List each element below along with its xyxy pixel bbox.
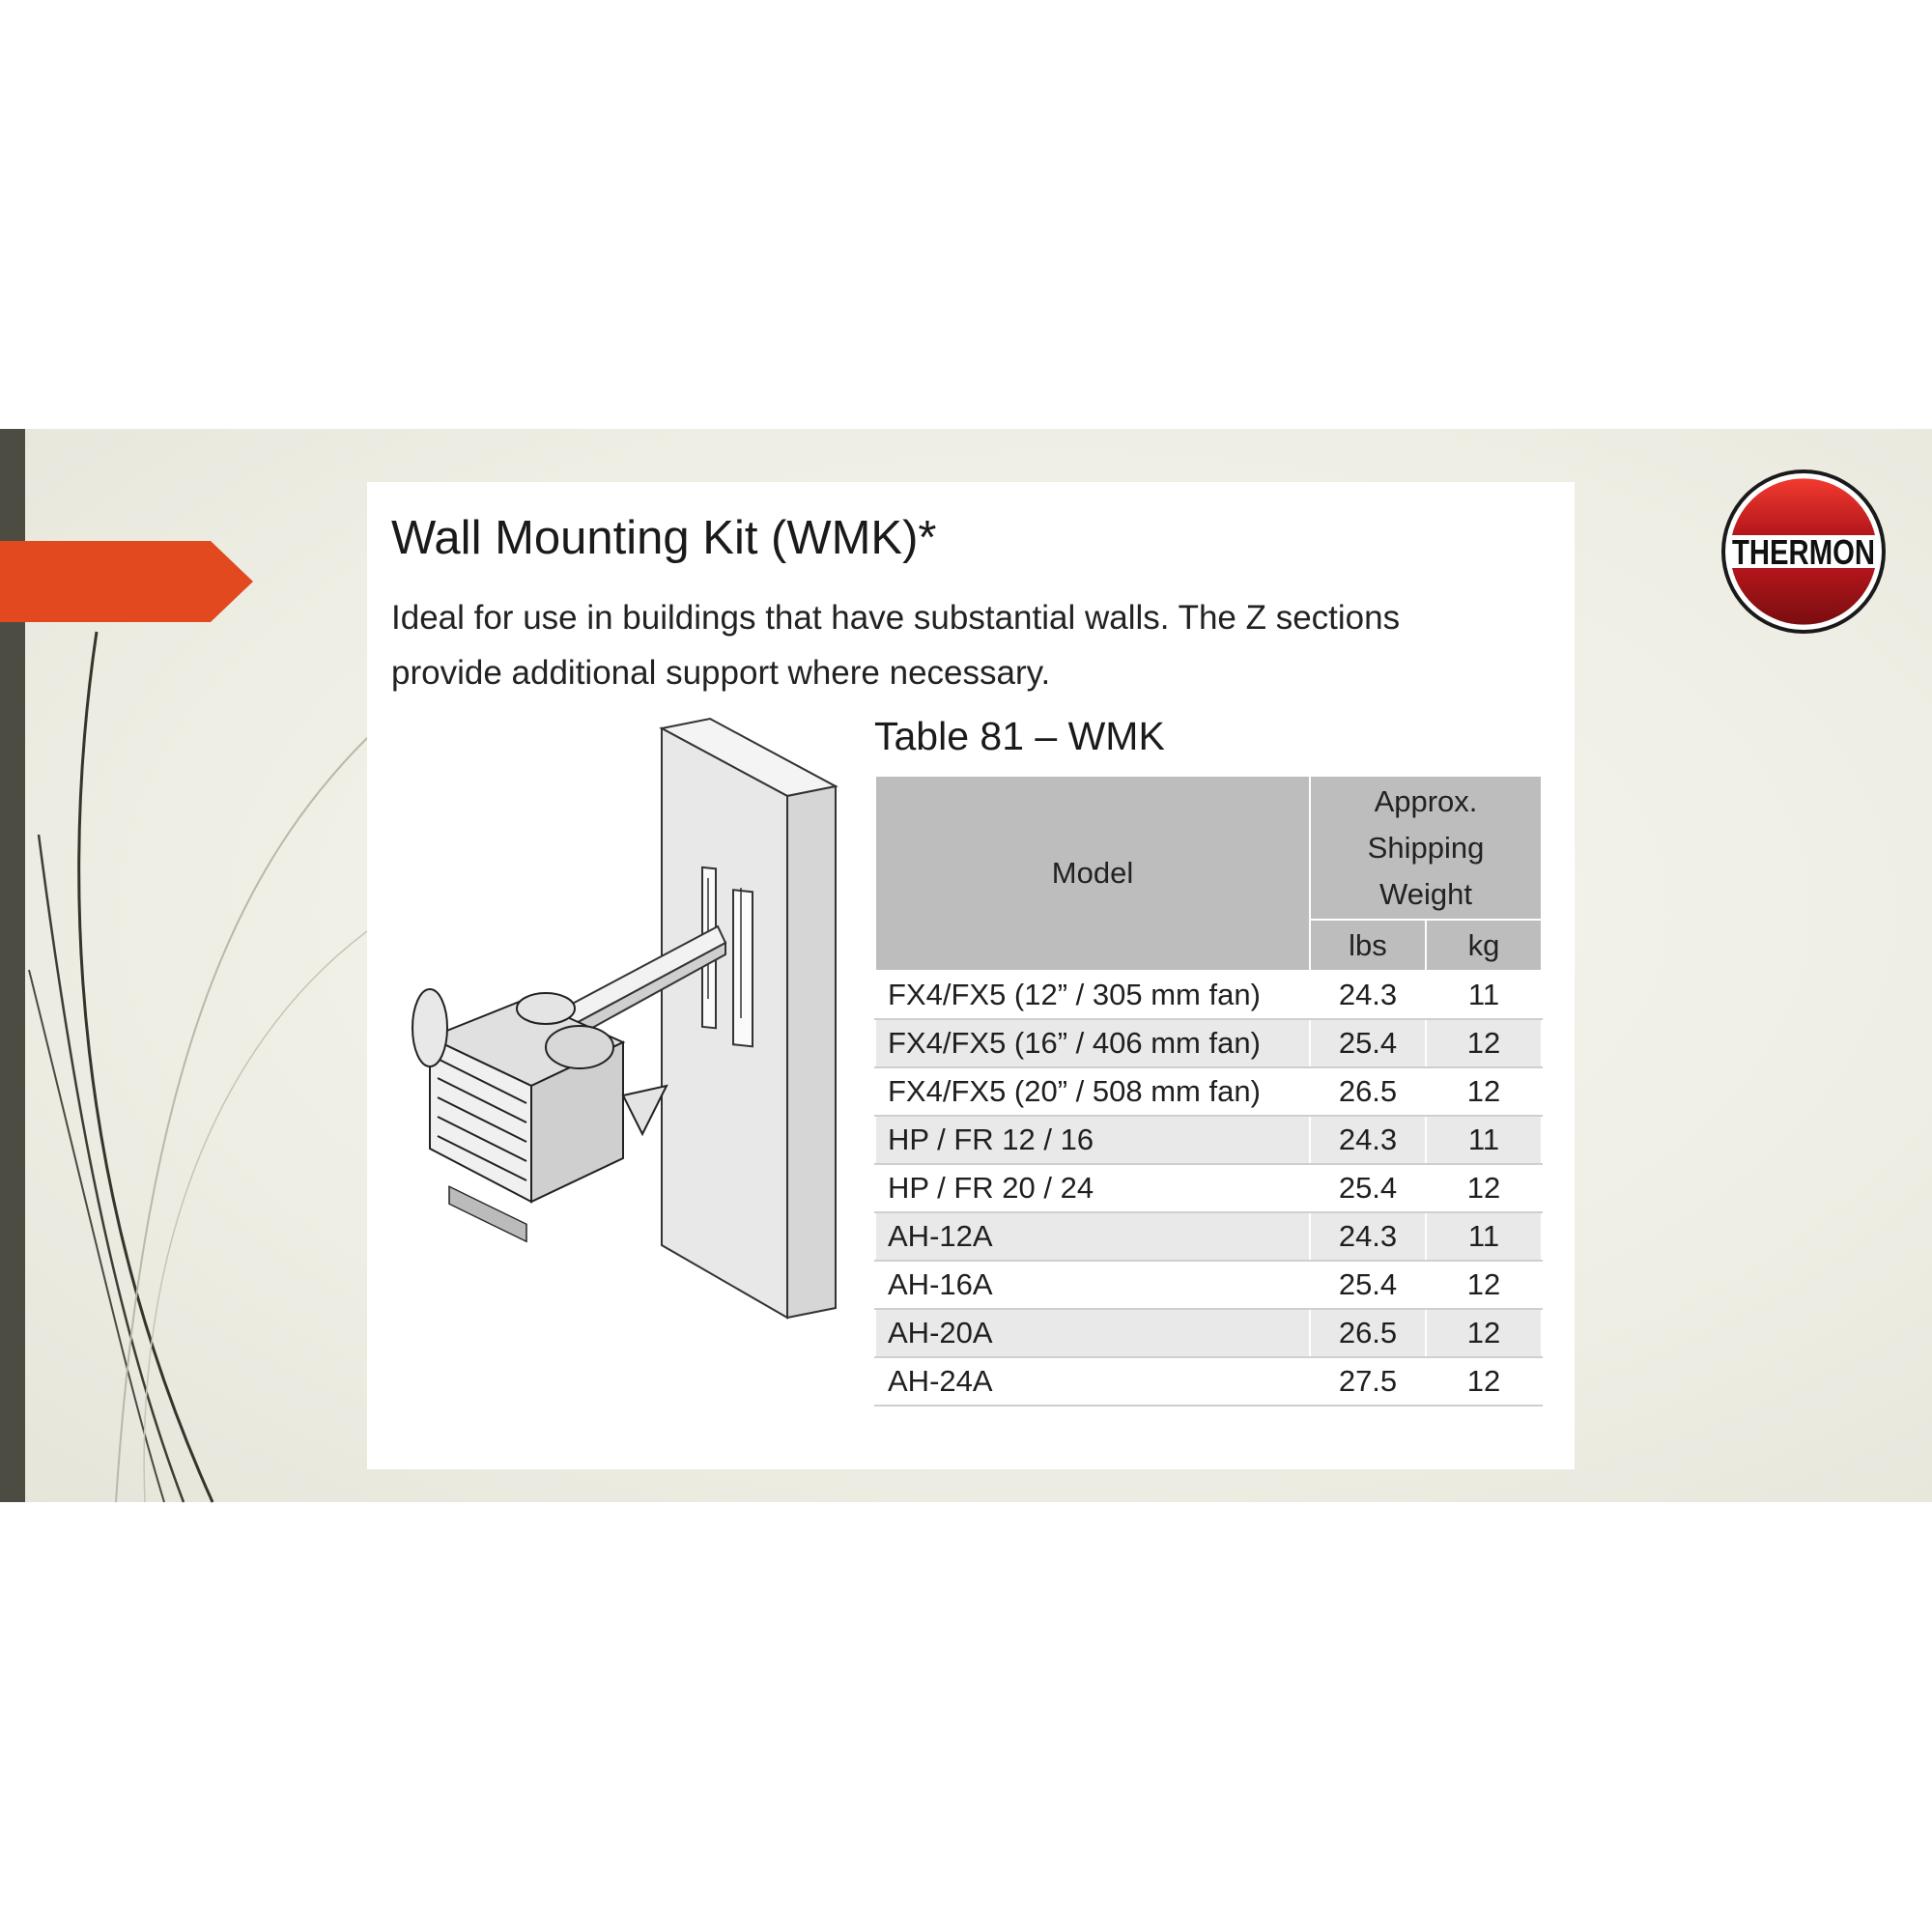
model-cell: AH-12A	[875, 1212, 1310, 1261]
kg-cell: 12	[1426, 1019, 1542, 1067]
kg-cell: 11	[1426, 1116, 1542, 1164]
model-cell: AH-16A	[875, 1261, 1310, 1309]
model-cell: AH-20A	[875, 1309, 1310, 1357]
table-row	[875, 1067, 1542, 1116]
lbs-cell: 26.5	[1310, 1067, 1426, 1116]
kg-cell: 12	[1426, 1261, 1542, 1309]
description-line-1: Ideal for use in buildings that have substantial walls. The Z sections	[391, 599, 1401, 637]
table-title: Table 81 – WMK	[874, 714, 1165, 758]
header-weight-line-3: Weight	[1379, 876, 1472, 911]
table-row	[875, 1019, 1542, 1067]
table-row	[875, 1309, 1542, 1357]
model-cell: HP / FR 12 / 16	[875, 1116, 1310, 1164]
description-line-2: provide additional support where necessary.	[391, 654, 1051, 692]
kg-cell: 12	[1426, 1067, 1542, 1116]
lbs-cell: 25.4	[1310, 1261, 1426, 1309]
slide-title: Wall Mounting Kit (WMK)*	[391, 512, 937, 564]
table-row	[875, 971, 1542, 1019]
table-row	[875, 1357, 1542, 1406]
header-shipping-weight	[1310, 776, 1542, 920]
model-cell: FX4/FX5 (16” / 406 mm fan)	[875, 1019, 1310, 1067]
wmk-weight-table	[874, 775, 1543, 1406]
lbs-cell: 24.3	[1310, 971, 1426, 1019]
model-cell: HP / FR 20 / 24	[875, 1164, 1310, 1212]
kg-cell: 12	[1426, 1164, 1542, 1212]
model-cell: FX4/FX5 (20” / 508 mm fan)	[875, 1067, 1310, 1116]
header-model: Model	[875, 776, 1310, 971]
slide-description	[391, 590, 1531, 700]
content-panel	[367, 482, 1575, 1469]
wall-mounted-heater-diagram	[391, 719, 855, 1337]
kg-cell: 11	[1426, 1212, 1542, 1261]
lbs-cell: 25.4	[1310, 1164, 1426, 1212]
chevron-arrow-icon	[0, 541, 253, 622]
slide	[0, 429, 1932, 1502]
kg-cell: 11	[1426, 971, 1542, 1019]
header-weight-line-1: Approx.	[1374, 783, 1478, 818]
lbs-cell: 26.5	[1310, 1309, 1426, 1357]
table-row	[875, 1212, 1542, 1261]
thermon-logo	[1719, 468, 1888, 636]
model-cell: FX4/FX5 (12” / 305 mm fan)	[875, 971, 1310, 1019]
lbs-cell: 24.3	[1310, 1116, 1426, 1164]
header-lbs: lbs	[1310, 920, 1426, 971]
lbs-cell: 25.4	[1310, 1019, 1426, 1067]
model-cell: AH-24A	[875, 1357, 1310, 1406]
table-row	[875, 1164, 1542, 1212]
lbs-cell: 24.3	[1310, 1212, 1426, 1261]
kg-cell: 12	[1426, 1357, 1542, 1406]
lbs-cell: 27.5	[1310, 1357, 1426, 1406]
table-row	[875, 1261, 1542, 1309]
header-weight-line-2: Shipping	[1367, 830, 1485, 865]
logo-text: THERMON	[1732, 532, 1875, 572]
table-row	[875, 1116, 1542, 1164]
kg-cell: 12	[1426, 1309, 1542, 1357]
header-kg: kg	[1426, 920, 1542, 971]
